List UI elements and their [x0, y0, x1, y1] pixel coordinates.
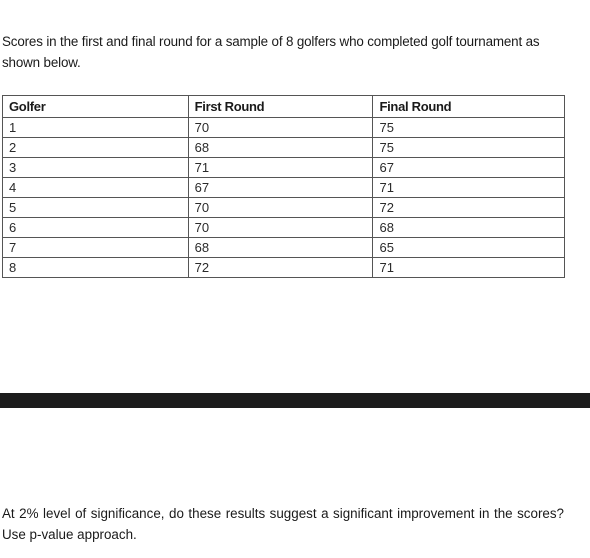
- cell-first-round: 72: [188, 258, 373, 278]
- cell-first-round: 70: [188, 118, 373, 138]
- cell-golfer: 2: [3, 138, 189, 158]
- cell-golfer: 1: [3, 118, 189, 138]
- golf-scores-table: [2, 95, 565, 278]
- table-row: [3, 198, 565, 218]
- table-row: [3, 118, 565, 138]
- cell-final-round: 67: [373, 158, 565, 178]
- table-row: [3, 178, 565, 198]
- cell-final-round: 65: [373, 238, 565, 258]
- table-row: [3, 158, 565, 178]
- cell-first-round: 68: [188, 138, 373, 158]
- cell-final-round: 72: [373, 198, 565, 218]
- cell-final-round: 71: [373, 258, 565, 278]
- intro-text: Scores in the first and final round for a sample of 8 golfers who completed golf tournament as shown below.: [2, 34, 540, 70]
- column-header-first-round: First Round: [188, 96, 373, 118]
- cell-first-round: 71: [188, 158, 373, 178]
- cell-first-round: 70: [188, 198, 373, 218]
- cell-golfer: 5: [3, 198, 189, 218]
- cell-first-round: 67: [188, 178, 373, 198]
- cell-final-round: 75: [373, 118, 565, 138]
- cell-golfer: 3: [3, 158, 189, 178]
- section-divider-bar: [0, 393, 590, 408]
- table-row: [3, 238, 565, 258]
- table-body: [3, 118, 565, 278]
- table-row: [3, 218, 565, 238]
- column-header-final-round: Final Round: [373, 96, 565, 118]
- question-text: At 2% level of significance, do these results suggest a significant improvement in the scores? Use p-value approach.: [2, 506, 564, 542]
- table-header-row: [3, 96, 565, 118]
- cell-golfer: 6: [3, 218, 189, 238]
- cell-final-round: 68: [373, 218, 565, 238]
- cell-golfer: 8: [3, 258, 189, 278]
- cell-first-round: 68: [188, 238, 373, 258]
- table-row: [3, 258, 565, 278]
- cell-final-round: 75: [373, 138, 565, 158]
- cell-first-round: 70: [188, 218, 373, 238]
- cell-golfer: 7: [3, 238, 189, 258]
- cell-golfer: 4: [3, 178, 189, 198]
- table-row: [3, 138, 565, 158]
- column-header-golfer: Golfer: [3, 96, 189, 118]
- table-header: [3, 96, 565, 118]
- cell-final-round: 71: [373, 178, 565, 198]
